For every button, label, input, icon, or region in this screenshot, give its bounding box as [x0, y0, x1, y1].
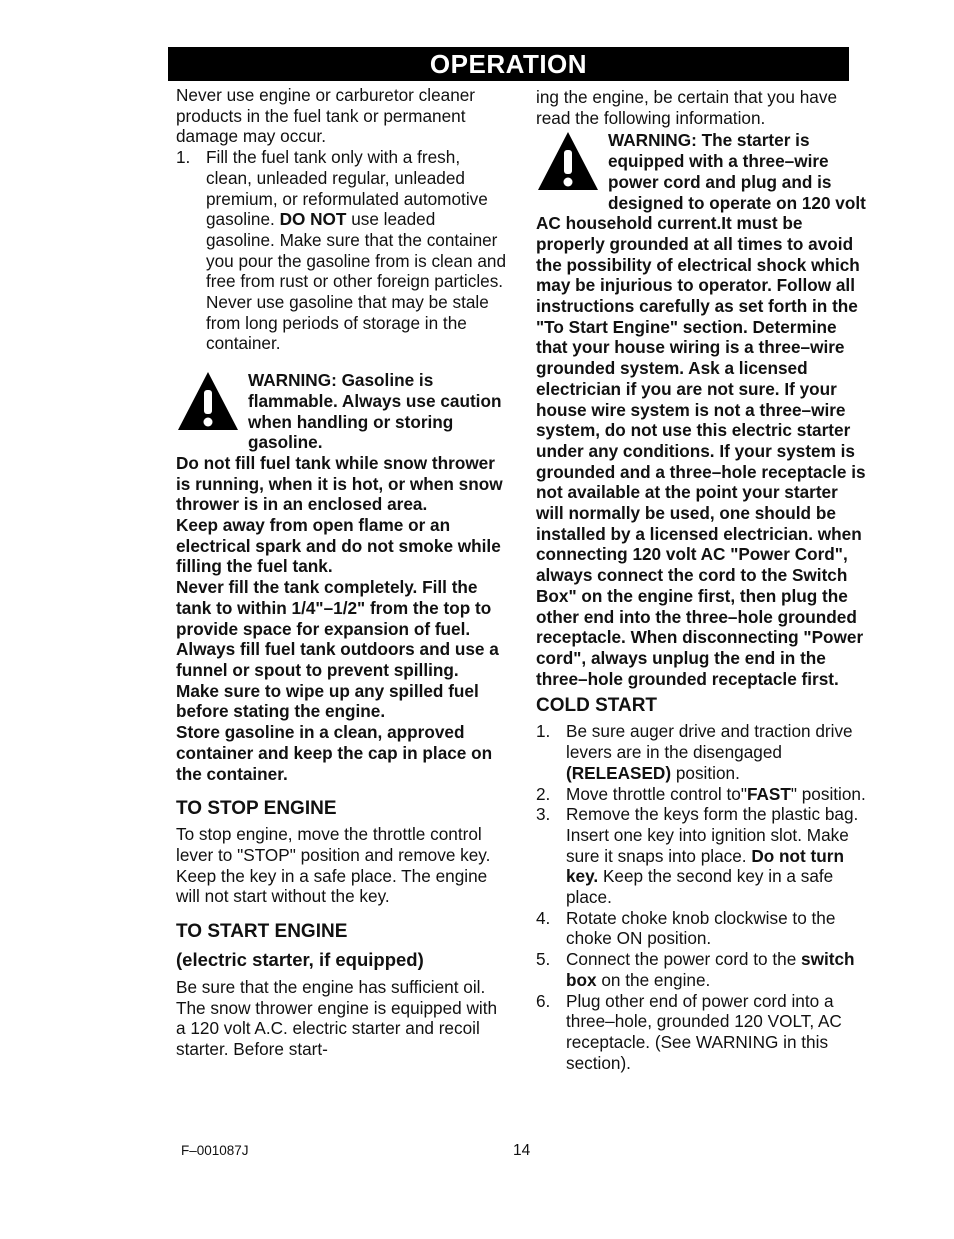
- step-text: [566, 949, 866, 990]
- bold-paragraph: Make sure to wipe up any spilled fuel before stating the engine.: [176, 680, 479, 722]
- step-text-a: Move throttle control to": [566, 783, 747, 804]
- step-text: [206, 147, 506, 354]
- right-column: [536, 87, 866, 1073]
- step-text-c: Keep the second key in a safe place.: [566, 866, 834, 908]
- step-number: 2.: [536, 783, 551, 804]
- step-text-c: on the engine.: [596, 969, 711, 990]
- cold-start-step: [536, 908, 866, 949]
- step-text-c: " position.: [790, 783, 866, 804]
- page-number: 14: [513, 1142, 531, 1159]
- step-text-bold: switch box: [566, 949, 855, 990]
- left-column: [176, 85, 506, 1060]
- continued-paragraph: ing the engine, be certain that you have read the following information.: [536, 87, 837, 128]
- start-engine-subheading: (electric starter, if equipped): [176, 949, 424, 971]
- step-text-bold: DO NOT: [279, 209, 347, 230]
- step-text-bold: Do not turn key.: [566, 845, 844, 887]
- step-text-a: Remove the keys form the plastic bag. Insert one key into ignition slot. Make sure it snaps into place.: [566, 804, 859, 866]
- step-text-a: Fill the fuel tank only with a fresh, clean, unleaded regular, unleaded premium, or reformulated automotive gasoline.: [206, 147, 488, 230]
- step-text: Plug other end of power cord into a three–hole, grounded 120 VOLT, AC receptacle. (See WARNING in this section).: [566, 990, 842, 1073]
- step-text: [566, 721, 866, 783]
- gasoline-warning: [176, 370, 506, 453]
- step-text-bold: FAST: [746, 783, 791, 804]
- cold-start-step: [536, 784, 866, 805]
- warning-text: WARNING: The starter is equipped with a three–wire power cord and plug and is designed to operate on 120 volt AC household current.It must be properly grounded at all times to avoid the possibility of electrical shock which may be injurious to operator. Follow all instructions carefully as set forth in the "To Start Engine" section. Determine that your house wiring is a three–wire grounded system. Ask a licensed electrician if you are not sure. If your house wire system is not a three–wire system, do not use this electric starter under any conditions. If your system is grounded and a three–hole receptacle is not available at the point your starter will normally be used, one should be installed by a licensed electrician. when connecting 120 volt AC "Power Cord", always connect the cord to the Switch Box" on the engine first, then plug the other end into the three–hole grounded receptacle. When disconnecting "Power cord", always unplug the end in the three–hole grounded receptacle first.: [536, 130, 866, 689]
- warning-text: WARNING: Gasoline is flammable. Always use caution when handling or storing gasoline.: [248, 370, 502, 453]
- fuel-step-1: [176, 147, 506, 354]
- cold-start-step: [536, 949, 866, 990]
- step-text-c: position.: [671, 762, 740, 783]
- step-text: [566, 784, 866, 805]
- step-text: Rotate choke knob clockwise to the choke ON position.: [566, 907, 836, 949]
- bold-paragraph: Do not fill fuel tank while snow thrower is running, when it is hot, or when snow thrower is in an enclosed area.: [176, 452, 503, 515]
- stop-engine-text: To stop engine, move the throttle control lever to "STOP" position and remove key. Keep the key in a safe place. The engine will not start without the key.: [176, 824, 491, 907]
- start-engine-heading: TO START ENGINE: [176, 921, 348, 943]
- cold-start-heading: COLD START: [536, 695, 658, 717]
- cold-start-step: [536, 991, 866, 1074]
- start-engine-text: Be sure that the engine has sufficient oil. The snow thrower engine is equipped with a 120 volt A.C. electric starter and recoil starter. Before start-: [176, 977, 498, 1060]
- stop-engine-heading: TO STOP ENGINE: [176, 798, 337, 820]
- step-text: [566, 804, 866, 908]
- step-text-a: Be sure auger drive and traction drive levers are in the disengaged: [566, 721, 853, 763]
- bold-paragraph: Never fill the tank completely. Fill the tank to within 1/4"–1/2" from the top to provide space for expansion of fuel.: [176, 577, 492, 639]
- step-number: 4.: [536, 907, 551, 928]
- step-number: 3.: [536, 804, 551, 825]
- warning-triangle-icon: [536, 130, 600, 194]
- step-number: 6.: [536, 990, 551, 1011]
- step-text-bold: (RELEASED): [566, 762, 672, 783]
- bold-paragraph: Store gasoline in a clean, approved container and keep the cap in place on the container.: [176, 722, 493, 784]
- step-text-b: use leaded gasoline. Make sure that the container you pour the gasoline from is clean and free from rust or other foreign particles. Never use gasoline that may be stale from long periods of storage in the container.: [206, 209, 507, 354]
- section-title-banner: OPERATION: [168, 47, 849, 81]
- starter-warning: [536, 130, 866, 689]
- bold-paragraph: Always fill fuel tank outdoors and use a funnel or spout to prevent spilling.: [176, 639, 499, 680]
- step-number: 5.: [536, 949, 551, 970]
- step-text-a: Connect the power cord to the: [566, 949, 802, 970]
- bold-paragraph: Keep away from open flame or an electrical spark and do not smoke while filling the fuel tank.: [176, 515, 501, 577]
- step-number: 1.: [536, 721, 551, 742]
- step-number: 1.: [176, 147, 191, 168]
- cold-start-step: [536, 721, 866, 783]
- intro-paragraph: Never use engine or carburetor cleaner products in the fuel tank or permanent damage may occur.: [176, 85, 476, 147]
- cold-start-step: [536, 804, 866, 908]
- document-code: F–001087J: [181, 1143, 249, 1158]
- warning-triangle-icon: [176, 370, 240, 434]
